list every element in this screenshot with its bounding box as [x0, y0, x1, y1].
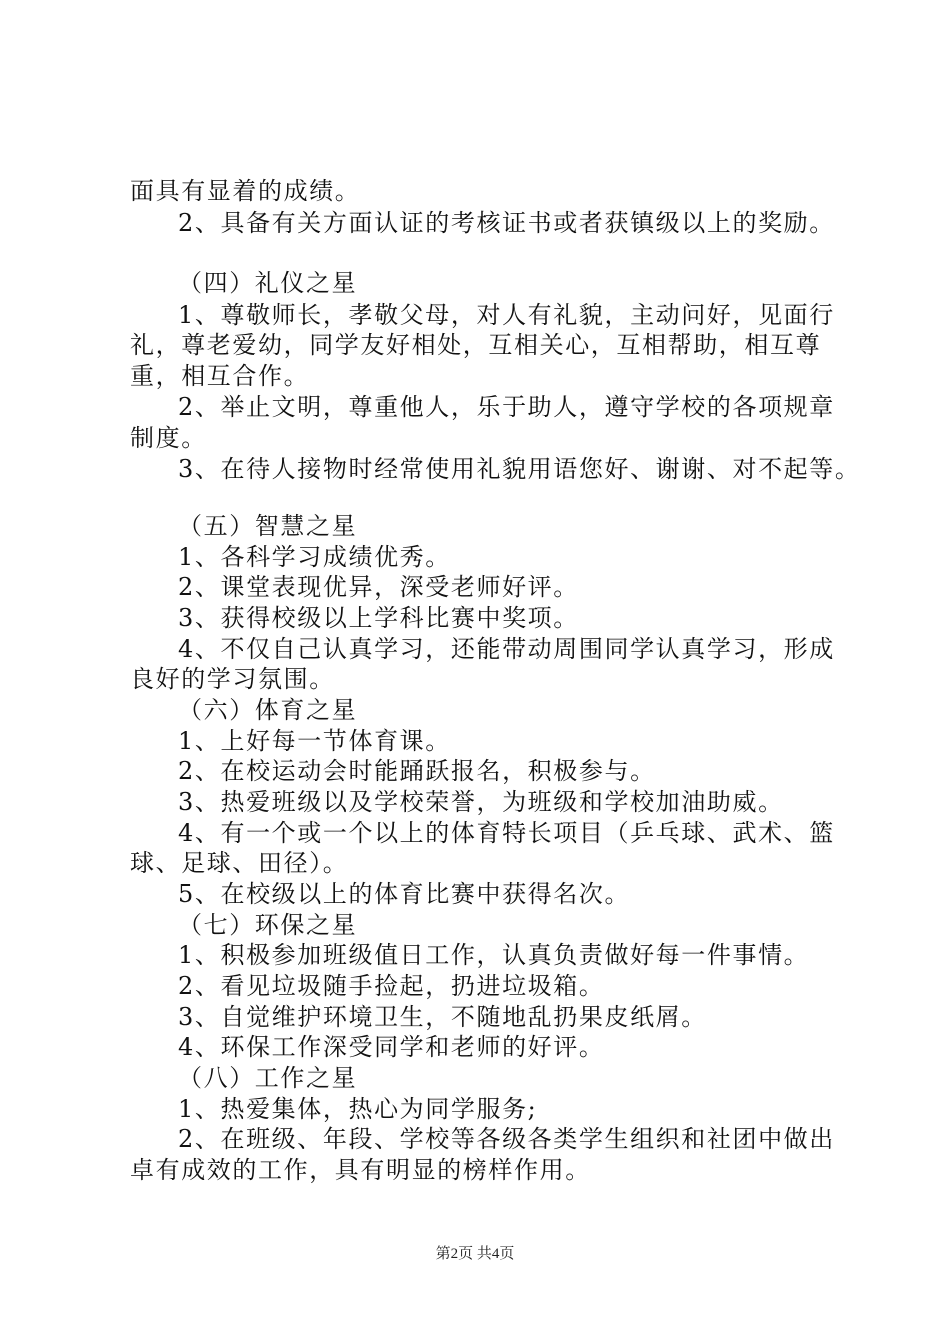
text-line: 3、在待人接物时经常使用礼貌用语您好、谢谢、对不起等。	[178, 455, 861, 483]
text-line: 良好的学习氛围。	[130, 665, 335, 693]
text-line: 3、热爱班级以及学校荣誉，为班级和学校加油助威。	[178, 788, 784, 816]
page-footer	[0, 1244, 950, 1264]
section-heading: （八）工作之星	[178, 1064, 358, 1092]
section-heading: （五）智慧之星	[178, 512, 358, 540]
text-line: 1、热爱集体，热心为同学服务;	[178, 1095, 538, 1123]
text-line: 4、有一个或一个以上的体育特长项目（乒乓球、武术、篮	[178, 819, 835, 847]
text-line: 2、看见垃圾随手捡起，扔进垃圾箱。	[178, 972, 605, 1000]
page-number-label: 第2页 共4页	[435, 1246, 515, 1262]
text-line: 2、在班级、年段、学校等各级各类学生组织和社团中做出	[178, 1125, 835, 1153]
text-line: 重，相互合作。	[130, 362, 310, 390]
text-line: 4、不仅自己认真学习，还能带动周围同学认真学习，形成	[178, 635, 835, 663]
section-heading: （四）礼仪之星	[178, 269, 358, 297]
text-line: 1、上好每一节体育课。	[178, 727, 451, 755]
text-line: 2、课堂表现优异，深受老师好评。	[178, 573, 579, 601]
text-line: 2、举止文明，尊重他人，乐于助人，遵守学校的各项规章	[178, 393, 835, 421]
text-line: 1、尊敬师长，孝敬父母，对人有礼貌，主动问好，见面行	[178, 301, 835, 329]
text-line: 制度。	[130, 424, 207, 452]
text-line: 3、获得校级以上学科比赛中奖项。	[178, 604, 579, 632]
text-line: 5、在校级以上的体育比赛中获得名次。	[178, 880, 631, 908]
text-line: 3、自觉维护环境卫生，不随地乱扔果皮纸屑。	[178, 1003, 707, 1031]
text-line: 卓有成效的工作，具有明显的榜样作用。	[130, 1156, 591, 1184]
section-heading: （七）环保之星	[178, 911, 358, 939]
text-line: 4、环保工作深受同学和老师的好评。	[178, 1033, 605, 1061]
text-line: 面具有显着的成绩。	[130, 177, 361, 205]
text-line: 1、各科学习成绩优秀。	[178, 543, 451, 571]
text-line: 1、积极参加班级值日工作，认真负责做好每一件事情。	[178, 941, 810, 969]
text-line: 2、具备有关方面认证的考核证书或者获镇级以上的奖励。	[178, 209, 835, 237]
text-line: 礼，尊老爱幼，同学友好相处，互相关心，互相帮助，相互尊	[130, 331, 822, 359]
text-line: 2、在校运动会时能踊跃报名，积极参与。	[178, 757, 656, 785]
text-line: 球、足球、田径）。	[130, 849, 349, 877]
section-heading: （六）体育之星	[178, 696, 358, 724]
